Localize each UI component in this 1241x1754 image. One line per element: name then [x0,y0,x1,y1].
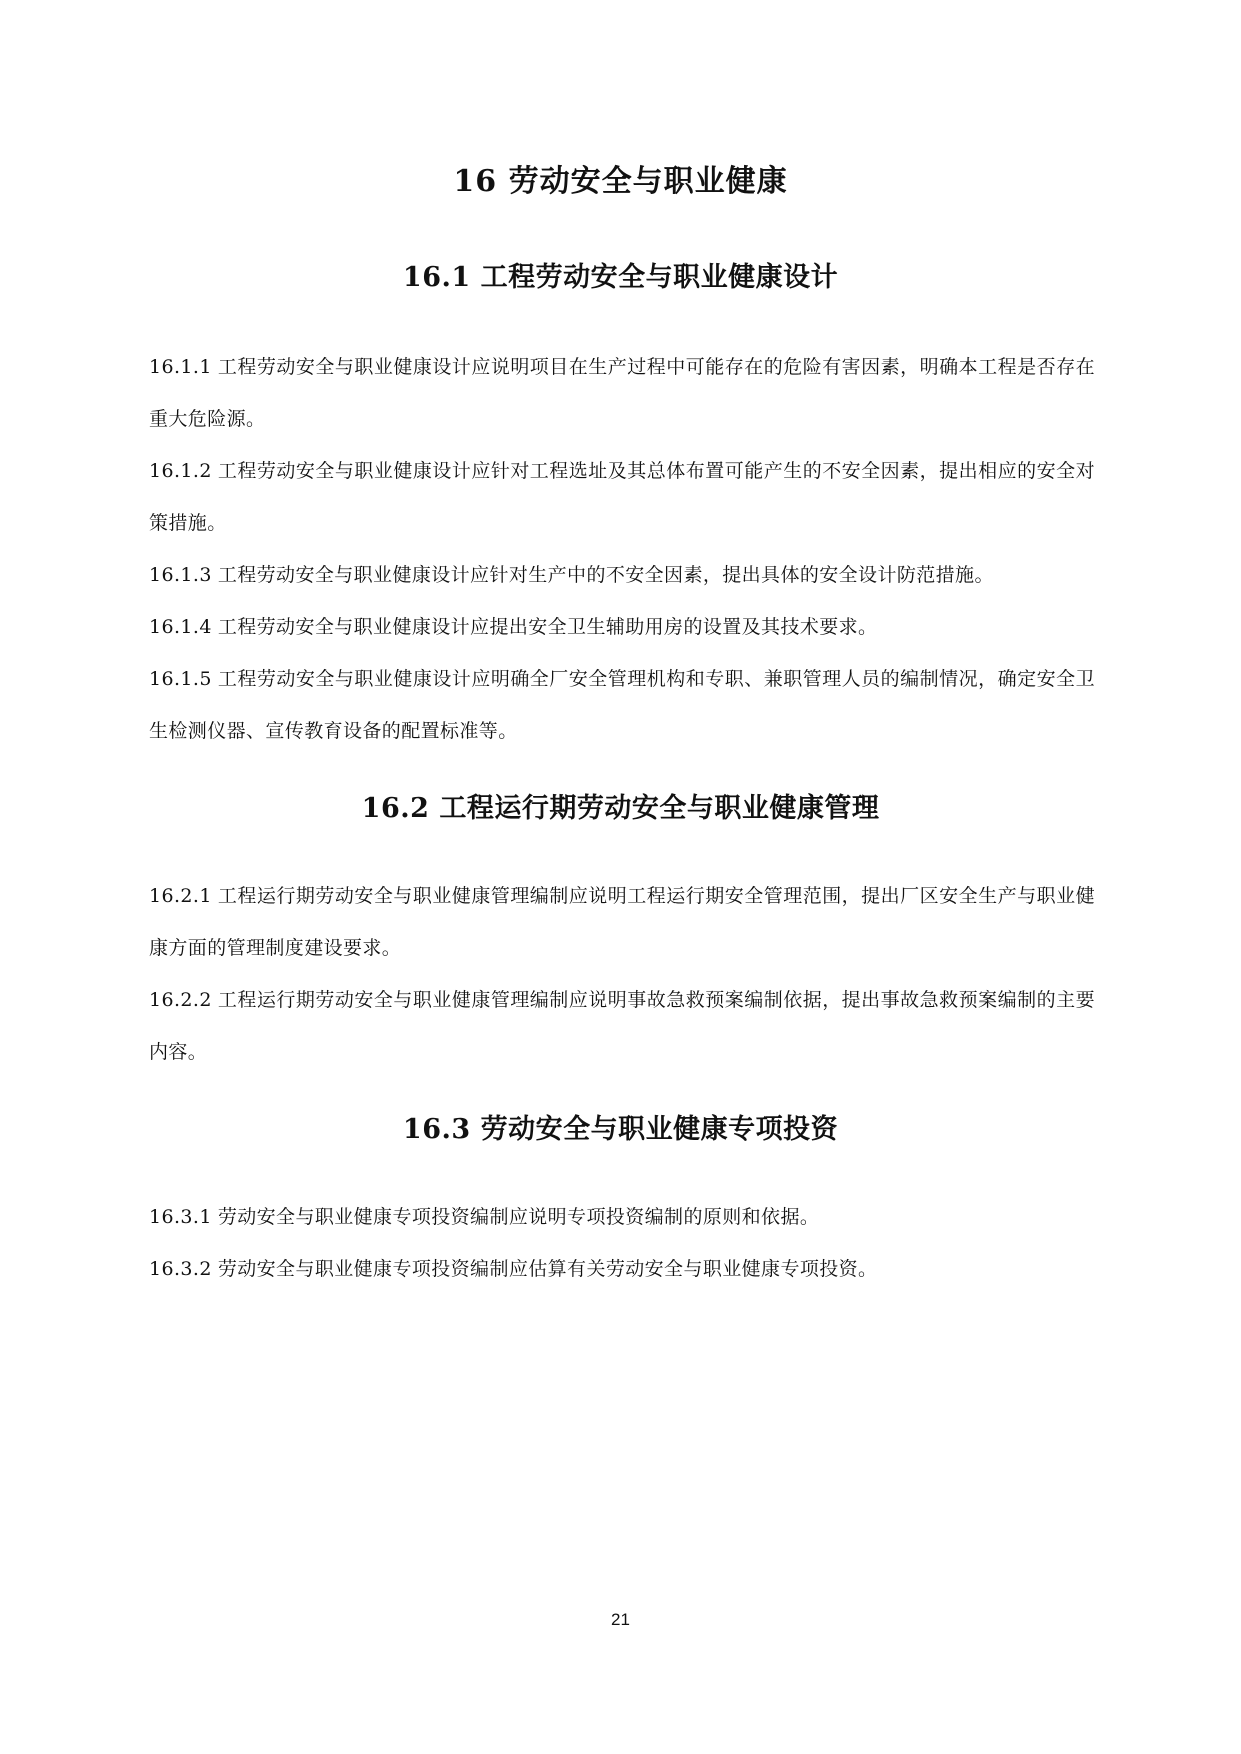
clause-16-1-5 [149,653,1095,757]
clause-text: 工程劳动安全与职业健康设计应提出安全卫生辅助用房的设置及其技术要求。 [217,616,878,638]
clause-16-2-1 [149,870,1095,974]
section-title-16-3: 16.3 劳动安全与职业健康专项投资 [402,1114,839,1145]
clause-number: 16.1.5 [149,668,212,690]
clause-number: 16.1.4 [149,616,212,638]
chapter-title: 16 劳动安全与职业健康 [453,164,788,199]
clause-number: 16.1.3 [149,564,212,586]
clause-text: 工程运行期劳动安全与职业健康管理编制应说明工程运行期安全管理范围，提出厂区安全生产与职业健康方面的管理制度建设要求。 [149,885,1095,959]
clause-16-3-2 [149,1243,1095,1295]
clause-16-3-1 [149,1191,1095,1243]
clause-16-1-2 [149,445,1095,549]
clause-text: 劳动安全与职业健康专项投资编制应说明专项投资编制的原则和依据。 [217,1206,820,1228]
clause-text: 工程劳动安全与职业健康设计应针对生产中的不安全因素，提出具体的安全设计防范措施。 [217,564,994,586]
clause-text: 工程劳动安全与职业健康设计应明确全厂安全管理机构和专职、兼职管理人员的编制情况，确定安全卫生检测仪器、宣传教育设备的配置标准等。 [149,668,1095,742]
clause-text: 工程劳动安全与职业健康设计应说明项目在生产过程中可能存在的危险有害因素，明确本工程是否存在重大危险源。 [149,356,1095,430]
section-title-16-2: 16.2 工程运行期劳动安全与职业健康管理 [361,793,880,824]
clause-text: 劳动安全与职业健康专项投资编制应估算有关劳动安全与职业健康专项投资。 [217,1258,878,1280]
clause-text: 工程运行期劳动安全与职业健康管理编制应说明事故急救预案编制依据，提出事故急救预案编制的主要内容。 [149,989,1095,1063]
page-number: 21 [611,1610,630,1629]
clause-number: 16.1.1 [149,356,212,378]
clause-number: 16.1.2 [149,460,212,482]
clause-number: 16.3.2 [149,1258,212,1280]
section-title-16-1: 16.1 工程劳动安全与职业健康设计 [402,262,839,293]
clause-16-1-4 [149,601,1095,653]
clause-16-1-1 [149,341,1095,445]
clause-number: 16.2.2 [149,989,212,1011]
clause-text: 工程劳动安全与职业健康设计应针对工程选址及其总体布置可能产生的不安全因素，提出相应的安全对策措施。 [149,460,1095,534]
clause-number: 16.3.1 [149,1206,212,1228]
clause-number: 16.2.1 [149,885,212,907]
clause-16-1-3 [149,549,1095,601]
clause-16-2-2 [149,974,1095,1078]
